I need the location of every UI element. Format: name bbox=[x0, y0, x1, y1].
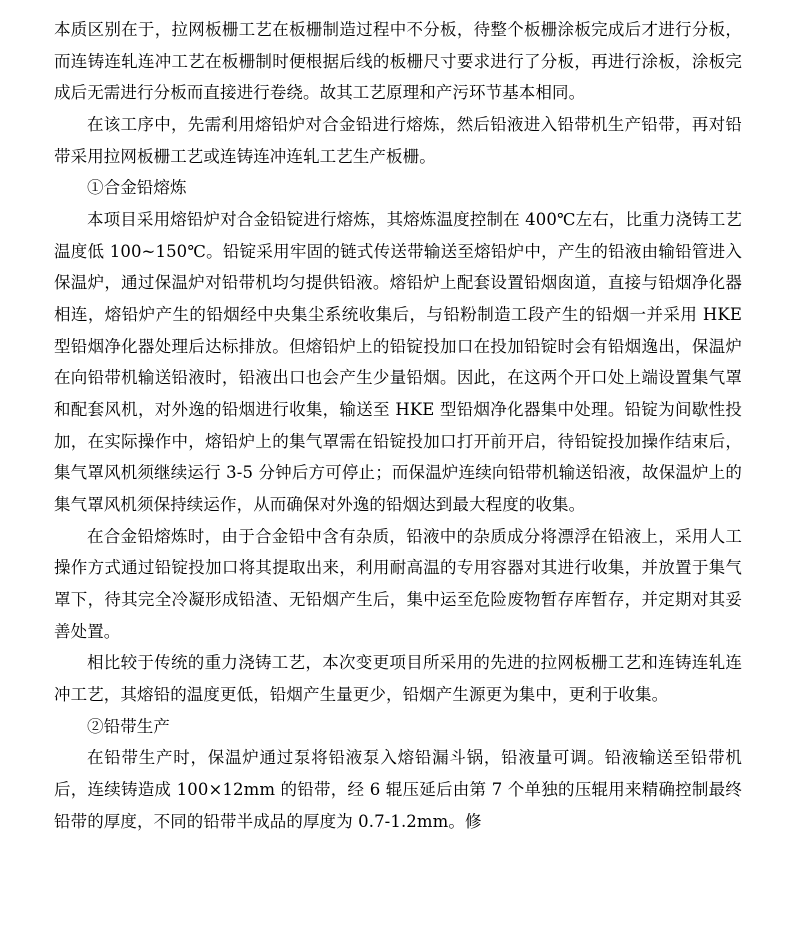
paragraph-heading-alloy-lead-melting: ①合金铅熔炼 bbox=[87, 178, 187, 198]
paragraph: 本项目采用熔铅炉对合金铅锭进行熔炼，其熔炼温度控制在 400℃左右，比重力浇铸工艺温度低 100~150℃。铅锭采用牢固的链式传送带输送至熔铅炉中，产生的铅液由输铅管进入保温炉，通过保温炉对铅带机均匀提供铅液。熔铅炉上配套设置铅烟囱道，直接与铅烟净化器相连，熔铅炉产生的铅烟经中央集尘系统收集后，与铅粉制造工段产生的铅烟一并采用 HKE 型铅烟净化器处理后达标排放。但熔铅炉上的铅锭投加口在投加铅锭时会有铅烟逸出，保温炉在向铅带机输送铅液时，铅液出口也会产生少量铅烟。因此，在这两个开口处上端设置集气罩和配套风机，对外逸的铅烟进行收集，输送至 HKE 型铅烟净化器集中处理。铅锭为间歇性投加，在实际操作中，熔铅炉上的集气罩需在铅锭投加口打开前开启，待铅锭投加操作结束后，集气罩风机须继续运行 3-5 分钟后方可停止；而保温炉连续向铅带机输送铅液，故保温炉上的集气罩风机须保持续运作，从而确保对外逸的铅烟达到最大程度的收集。 bbox=[54, 210, 742, 515]
paragraph-heading-lead-strip-production: ②铅带生产 bbox=[87, 716, 170, 736]
document-body bbox=[54, 14, 742, 837]
paragraph: 在合金铅熔炼时，由于合金铅中含有杂质，铅液中的杂质成分将漂浮在铅液上，采用人工操作方式通过铅锭投加口将其提取出来，利用耐高温的专用容器对其进行收集，并放置于集气罩下，待其完全冷凝形成铅渣、无铅烟产生后，集中运至危险废物暂存库暂存，并定期对其妥善处置。 bbox=[54, 526, 742, 641]
paragraph: 在该工序中，先需利用熔铅炉对合金铅进行熔炼，然后铅液进入铅带机生产铅带，再对铅带采用拉网板栅工艺或连铸连冲连轧工艺生产板栅。 bbox=[54, 115, 742, 166]
paragraph: 在铅带生产时，保温炉通过泵将铅液泵入熔铅漏斗锅，铅液量可调。铅液输送至铅带机后，连续铸造成 100×12mm 的铅带，经 6 辊压延后由第 7 个单独的压辊用来精确控制最终铅带的厚度，不同的铅带半成品的厚度为 0.7-1.2mm。修 bbox=[54, 748, 742, 831]
paragraph: 本质区别在于，拉网板栅工艺在板栅制造过程中不分板，待整个板栅涂板完成后才进行分板，而连铸连轧连冲工艺在板栅制时便根据后线的板栅尺寸要求进行了分板，再进行涂板，涂板完成后无需进行分板而直接进行卷绕。故其工艺原理和产污环节基本相同。 bbox=[54, 20, 742, 103]
paragraph: 相比较于传统的重力浇铸工艺，本次变更项目所采用的先进的拉网板栅工艺和连铸连轧连冲工艺，其熔铅的温度更低，铅烟产生量更少，铅烟产生源更为集中，更利于收集。 bbox=[54, 653, 742, 705]
